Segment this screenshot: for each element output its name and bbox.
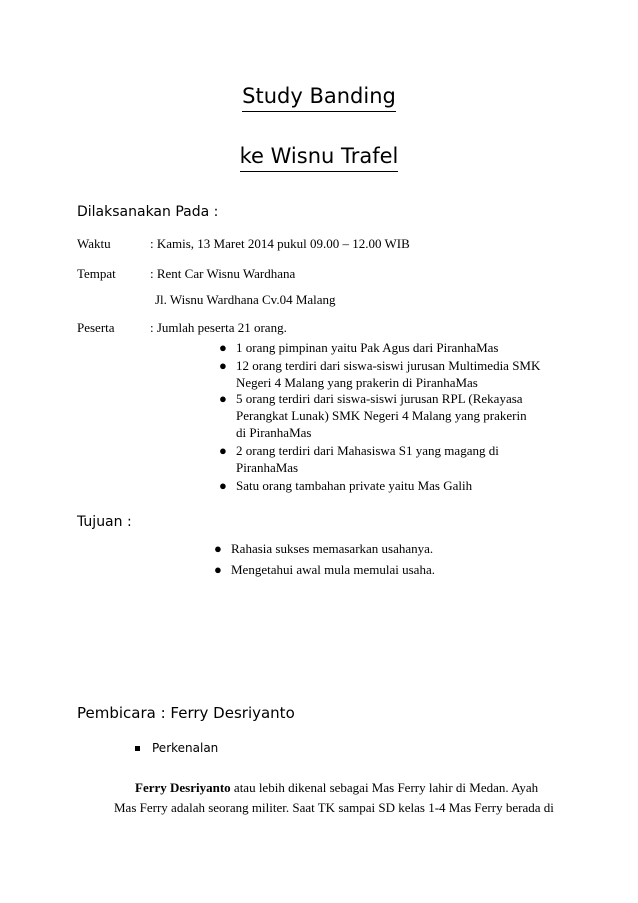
tempat-value: : Rent Car Wisnu Wardhana [150,266,296,281]
bullet-dot-icon: ● [214,541,222,556]
peserta-value: : Jumlah peserta 21 orang. [150,320,287,335]
bullet-square-icon [135,746,140,751]
document-subtitle [0,144,638,172]
title-line-1: Study Banding [242,84,396,112]
waktu-value: : Kamis, 13 Maret 2014 pukul 09.00 – 12.00 WIB [150,236,410,251]
tujuan-item-1: ● Rahasia sukses memasarkan usahanya. [214,541,434,556]
waktu-label: Waktu [77,236,111,251]
tempat-address: Jl. Wisnu Wardhana Cv.04 Malang [155,292,336,307]
title-line-2: ke Wisnu Trafel [240,144,399,172]
peserta-label: Peserta [77,320,115,335]
peserta-item-2: ● 12 orang terdiri dari siswa-siswi jurusan Multimedia SMK Negeri 4 Malang yang prakerin di PiranhaMas [219,358,541,390]
tempat-label: Tempat [77,266,116,281]
document-title [0,84,638,112]
bullet-dot-icon: ● [219,443,227,458]
paragraph-line-2: Mas Ferry adalah seorang militer. Saat TK sampai SD kelas 1-4 Mas Ferry berada di [114,800,554,815]
dilaksanakan-heading: Dilaksanakan Pada : [77,204,219,220]
tujuan-heading: Tujuan : [77,514,132,530]
bullet-dot-icon: ● [219,358,227,373]
perkenalan-item: Perkenalan [152,741,218,755]
bullet-dot-icon: ● [219,340,227,355]
bullet-dot-icon: ● [214,562,222,577]
person-name: Ferry Desriyanto [135,780,231,795]
paragraph-line-1: Ferry Desriyanto atau lebih dikenal sebagai Mas Ferry lahir di Medan. Ayah [135,780,539,795]
pembicara-heading: Pembicara : Ferry Desriyanto [77,704,295,722]
peserta-item-3: ● 5 orang terdiri dari siswa-siswi jurusan RPL (Rekayasa Perangkat Lunak) SMK Negeri 4 Malang yang prakerin di PiranhaMas [219,391,527,440]
peserta-item-1: ● 1 orang pimpinan yaitu Pak Agus dari PiranhaMas [219,340,499,355]
peserta-item-5: ● Satu orang tambahan private yaitu Mas Galih [219,478,473,493]
tujuan-item-2: ● Mengetahui awal mula memulai usaha. [214,562,435,577]
bullet-dot-icon: ● [219,478,227,493]
bullet-dot-icon: ● [219,391,227,406]
peserta-item-4: ● 2 orang terdiri dari Mahasiswa S1 yang magang di PiranhaMas [219,443,499,475]
